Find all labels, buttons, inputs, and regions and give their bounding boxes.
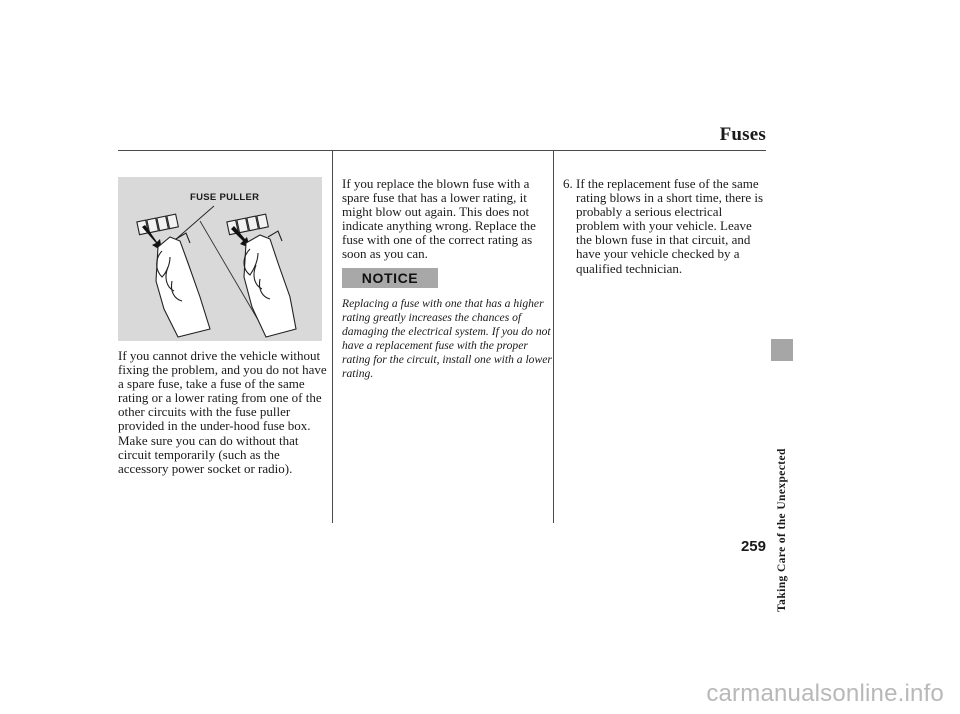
notice-badge (342, 268, 438, 288)
left-paragraph: If you cannot drive the vehicle without fixing the problem, and you do not have a spare fuse, take a fuse of the same rating or a lower rating from one of the other circuits with the fuse puller provided in the under-hood fuse box. Make sure you can do without that circuit temporarily (such as the accessory power socket or radio). (118, 348, 327, 476)
step-text: If the replacement fuse of the same rating blows in a short time, there is probably a serious electrical problem with your vehicle. Leave the blown fuse in that circuit, and have your vehicle checked by a qualified technician. (576, 176, 764, 276)
column-divider-2 (553, 150, 554, 523)
notice-body: Replacing a fuse with one that has a higher rating greatly increases the chances of damaging the electrical system. If you do not have a replacement fuse with the proper rating for the circuit, install one with a lower rating. (342, 297, 552, 380)
middle-paragraph: If you replace the blown fuse with a spare fuse that has a lower rating, it might blow out again. This does not indicate anything wrong. Replace the fuse with one of the correct rating as soon as you can. (342, 176, 536, 262)
fuse-row-right (227, 214, 269, 235)
page-number: 259 (740, 538, 766, 555)
side-section-label: Taking Care of the Unexpected (776, 448, 788, 612)
header-rule (118, 150, 766, 151)
column-divider-1 (332, 150, 333, 523)
section-tab-marker (771, 339, 793, 361)
figure-label: FUSE PULLER (190, 192, 260, 203)
fuse-row-left (137, 214, 179, 235)
section-title: Fuses (719, 124, 766, 145)
step-number: 6. (563, 176, 573, 191)
hand-right (244, 231, 296, 337)
notice-label: NOTICE (361, 270, 419, 286)
fuse-puller-figure (118, 177, 322, 341)
hand-left (156, 233, 210, 337)
footer-watermark: carmanualsonline.info (706, 680, 944, 707)
